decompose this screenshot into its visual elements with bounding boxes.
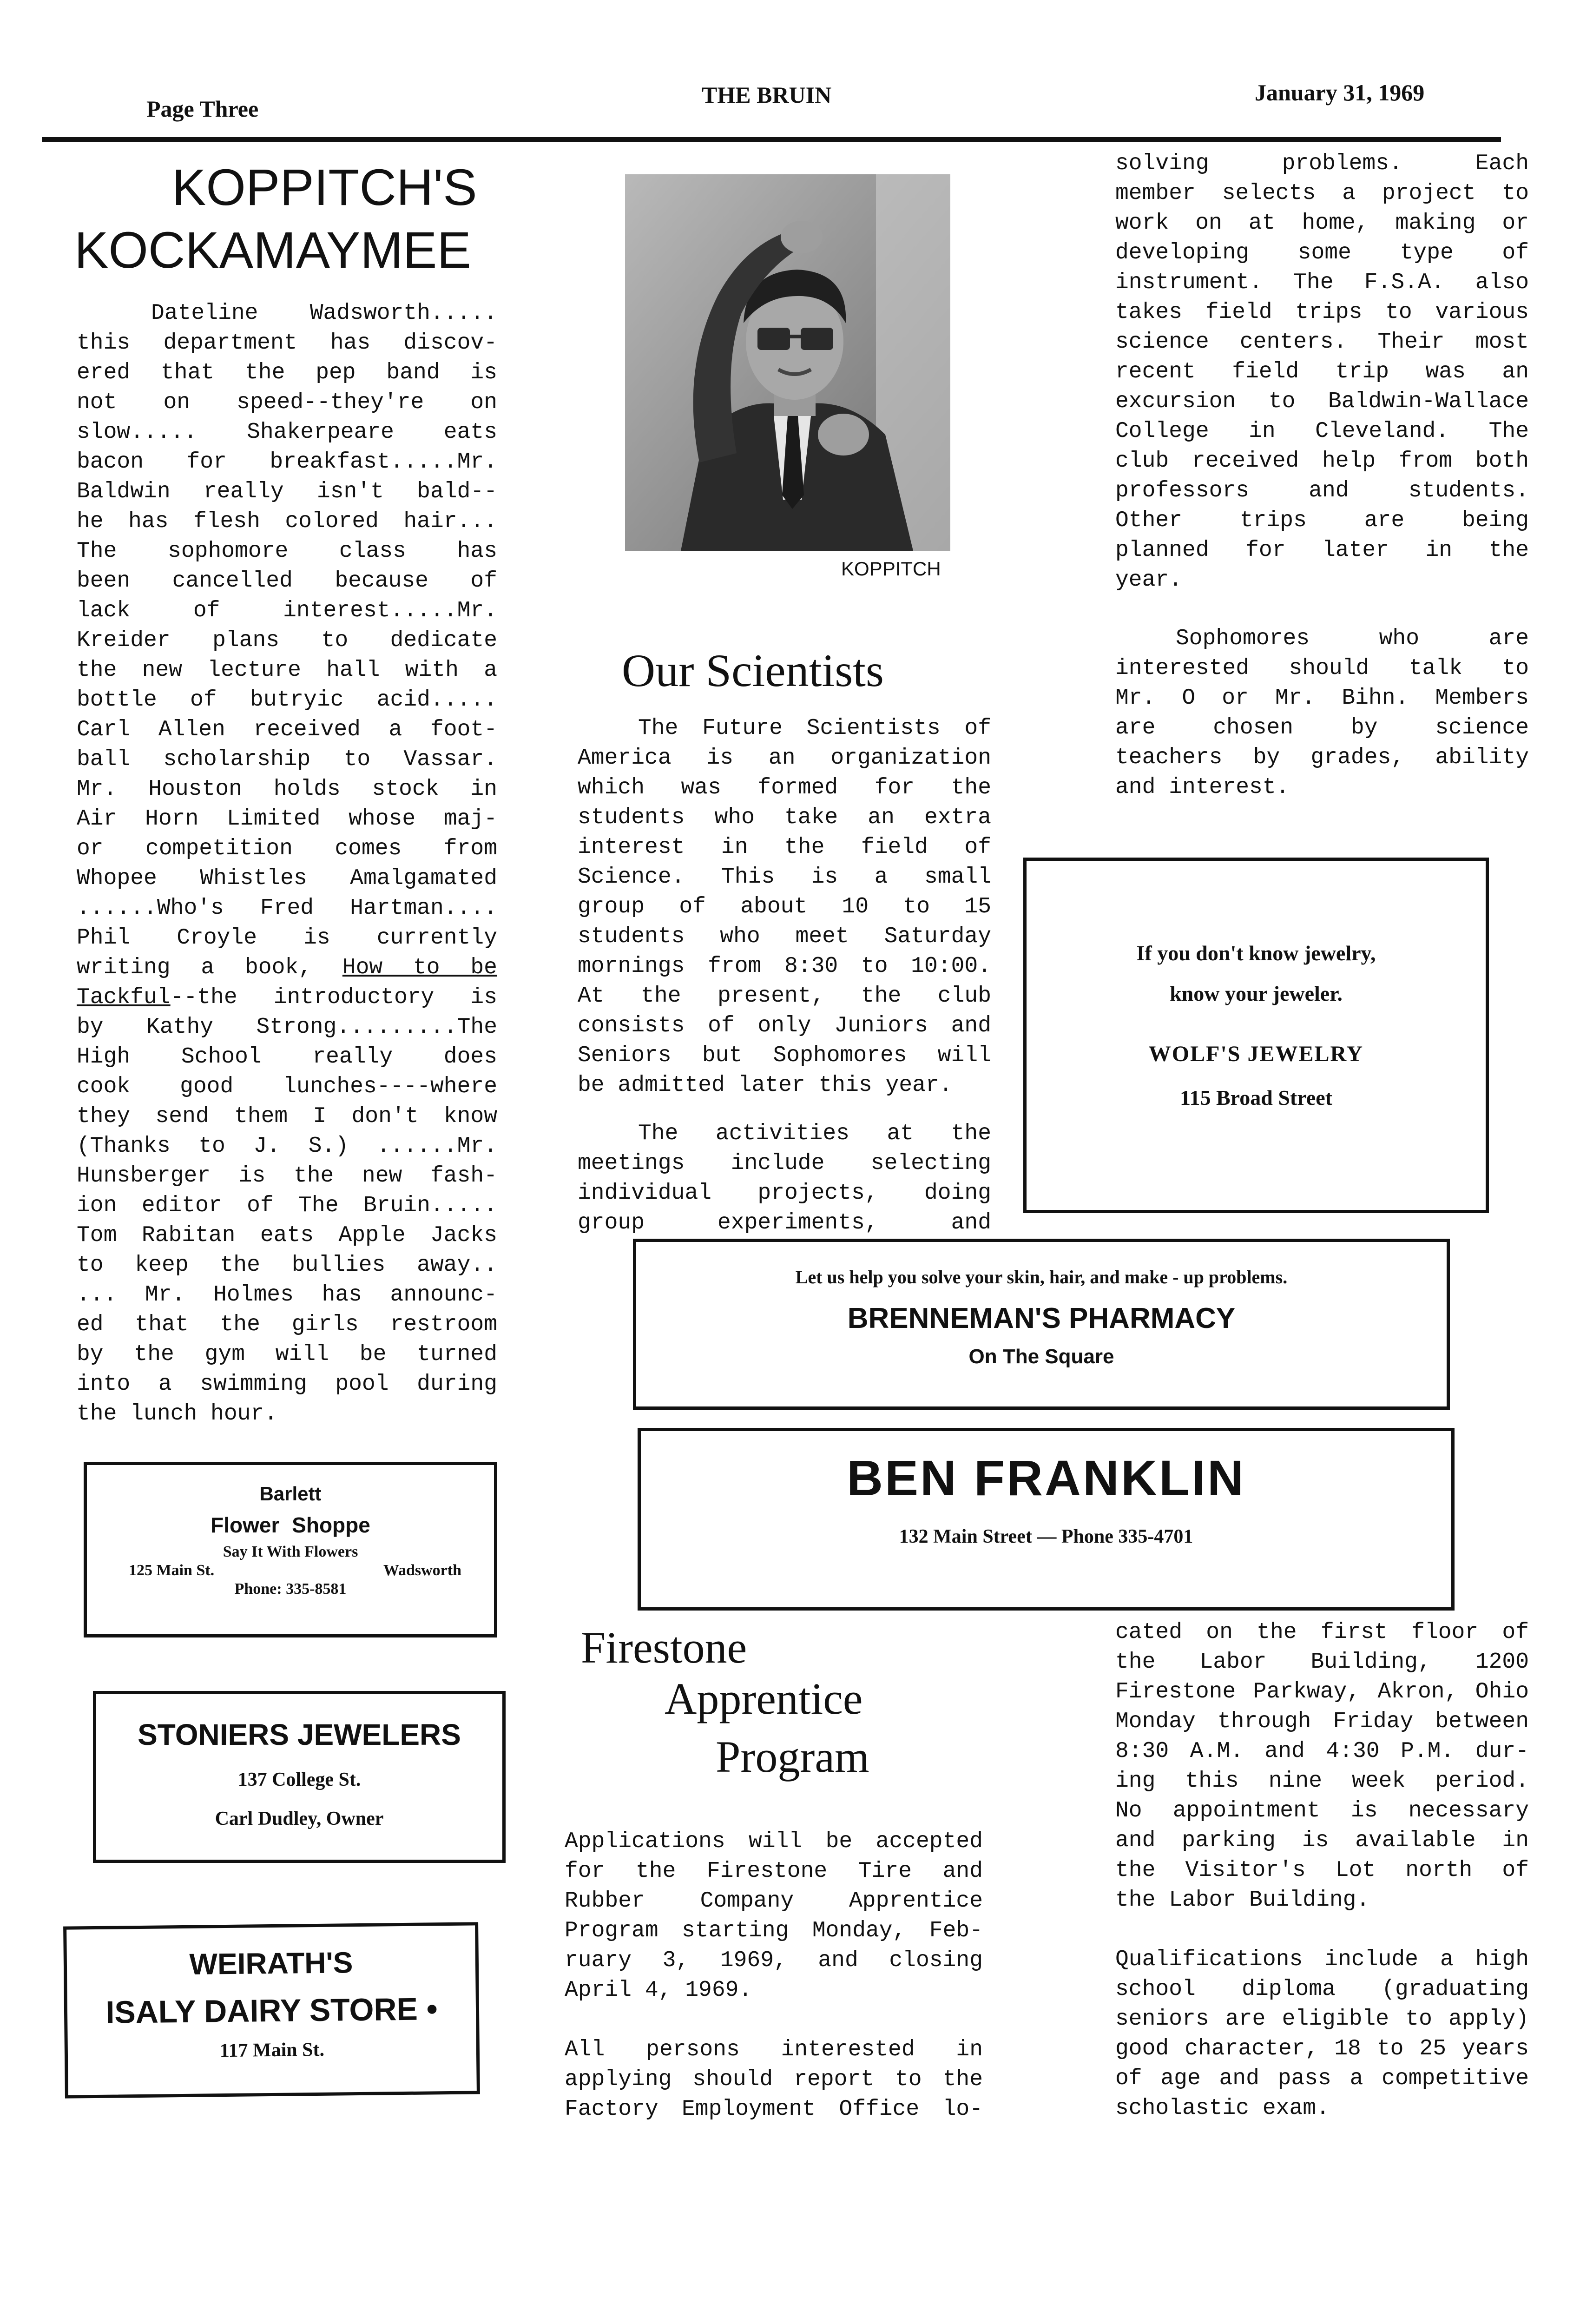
koppitch-line: Phil Croyle is currently — [77, 925, 497, 951]
koppitch-line: Dateline Wadsworth..... — [151, 301, 497, 326]
koppitch-photo — [625, 174, 950, 551]
firestone-line: All persons interested in — [565, 2037, 983, 2062]
koppitch-line: Air Horn Limited whose maj- — [77, 806, 497, 832]
firestone-line: Firestone Parkway, Akron, Ohio — [1115, 1679, 1529, 1704]
koppitch-line: ered that the pep band is — [77, 360, 497, 385]
scientists-line: The Future Scientists of — [638, 716, 991, 741]
scientists-line: year. — [1115, 568, 1183, 593]
scientists-line: club received help from both — [1115, 449, 1529, 474]
book-title: How to be — [342, 955, 497, 980]
koppitch-line: --the introductory is — [170, 985, 497, 1010]
firestone-line: for the Firestone Tire and — [565, 1859, 983, 1884]
scientists-line: takes field trips to various — [1115, 300, 1529, 325]
ben-franklin-name: BEN FRANKLIN — [847, 1450, 1245, 1506]
koppitch-book-line-2 — [77, 983, 497, 1012]
scientists-line: science centers. Their most — [1115, 330, 1529, 355]
koppitch-line: or competition comes from — [77, 836, 497, 861]
koppitch-line: writing a book, — [77, 955, 312, 980]
scientists-line: students who meet Saturday — [578, 924, 991, 949]
firestone-headline-line3: Program — [716, 1732, 869, 1782]
koppitch-headline-line1: KOPPITCH'S — [172, 159, 477, 216]
koppitch-line: Whopee Whistles Amalgamated — [77, 866, 497, 891]
scientists-line: Science. This is a small — [578, 865, 991, 890]
scientists-line: and interest. — [1115, 775, 1290, 800]
firestone-line: Program starting Monday, Feb- — [565, 1918, 983, 1943]
koppitch-line: ball scholarship to Vassar. — [77, 747, 497, 772]
koppitch-line: he has flesh colored hair... — [77, 509, 497, 534]
firestone-line: Qualifications include a high — [1115, 1947, 1529, 1972]
firestone-column — [565, 1827, 983, 2124]
scientists-line: individual projects, doing — [578, 1181, 991, 1206]
koppitch-line: into a swimming pool during — [77, 1372, 497, 1397]
firestone-line: of age and pass a competitive — [1115, 2066, 1529, 2091]
firestone-headline-line2: Apprentice — [665, 1674, 863, 1723]
scientists-line: professors and students. — [1115, 478, 1529, 503]
koppitch-line: bacon for breakfast.....Mr. — [77, 449, 497, 475]
firestone-line: Monday through Friday between — [1115, 1709, 1529, 1734]
koppitch-line: (Thanks to J. S.) ......Mr. — [77, 1134, 497, 1159]
firestone-line: seniors are eligible to apply) — [1115, 2007, 1529, 2032]
scientists-line: work on at home, making or — [1115, 211, 1529, 236]
stoniers-name: STONIERS JEWELERS — [138, 1718, 461, 1751]
koppitch-line: by the gym will be turned — [77, 1342, 497, 1367]
koppitch-column — [77, 298, 497, 1429]
wolfs-name: WOLF'S JEWELRY — [1148, 1042, 1364, 1066]
scientists-para2 — [578, 1119, 991, 1238]
stoniers-address: 137 College St. — [237, 1769, 361, 1790]
scientists-line: developing some type of — [1115, 240, 1529, 265]
firestone-line: ruary 3, 1969, and closing — [565, 1948, 983, 1973]
brennemans-pharmacy-ad — [633, 1239, 1450, 1410]
weirath-line1: WEIRATH'S — [189, 1946, 353, 1981]
scientists-cont-para2 — [1115, 624, 1529, 802]
firestone-line: applying should report to the — [565, 2067, 983, 2092]
scientists-line: instrument. The F.S.A. also — [1115, 270, 1529, 295]
scientists-line: Sophomores who are — [1176, 626, 1529, 651]
scientists-cont-para1 — [1115, 149, 1529, 595]
firestone-line: the Visitor's Lot north of — [1115, 1858, 1529, 1883]
barlett-flower-shoppe-ad — [84, 1462, 497, 1637]
koppitch-line: ion editor of The Bruin..... — [77, 1193, 497, 1218]
scientists-para1 — [578, 713, 991, 1100]
koppitch-line: Kreider plans to dedicate — [77, 628, 497, 653]
koppitch-line: by Kathy Strong.........The — [77, 1015, 497, 1040]
koppitch-line: the new lecture hall with a — [77, 658, 497, 683]
firestone-line: and parking is available in — [1115, 1828, 1529, 1853]
firestone-line: good character, 18 to 25 years — [1115, 2036, 1529, 2061]
koppitch-line: been cancelled because of — [77, 568, 497, 594]
koppitch-line: Mr. Houston holds stock in — [77, 777, 497, 802]
scientists-line: At the present, the club — [578, 984, 991, 1009]
scientists-line: interested should talk to — [1115, 656, 1529, 681]
firestone-line: school diploma (graduating — [1115, 1977, 1529, 2002]
scientists-line: member selects a project to — [1115, 181, 1529, 206]
firestone-line: ing this nine week period. — [1115, 1769, 1529, 1794]
scientists-line: consists of only Juniors and — [578, 1013, 991, 1038]
koppitch-line: Carl Allen received a foot- — [77, 717, 497, 742]
scientists-headline: Our Scientists — [622, 645, 884, 696]
firestone-line: 8:30 A.M. and 4:30 P.M. dur- — [1115, 1739, 1529, 1764]
weirath-line2: ISALY DAIRY STORE — [105, 1991, 418, 2030]
firestone-para2 — [565, 2035, 983, 2124]
scientists-line: mornings from 8:30 to 10:00. — [578, 954, 991, 979]
portrait-illustration — [625, 174, 950, 551]
stoniers-jewelers-ad — [93, 1691, 506, 1863]
barlett-address-row — [87, 1562, 494, 1579]
scientists-column — [578, 713, 991, 1238]
bullet-icon: • — [426, 1991, 438, 2027]
wolfs-address: 115 Broad Street — [1180, 1086, 1332, 1109]
brenneman-location: On The Square — [968, 1345, 1114, 1368]
koppitch-line: this department has discov- — [77, 330, 497, 356]
firestone-line: scholastic exam. — [1115, 2096, 1330, 2121]
scientists-line: students who take an extra — [578, 805, 991, 830]
koppitch-line: Tom Rabitan eats Apple Jacks — [77, 1223, 497, 1248]
koppitch-line: Baldwin really isn't bald-- — [77, 479, 497, 504]
scientists-line: America is an organization — [578, 746, 991, 771]
issue-date: January 31, 1969 — [1255, 79, 1425, 106]
masthead-rule — [42, 137, 1501, 142]
barlett-line2: Flower Shoppe — [211, 1513, 370, 1537]
scientists-line: interest in the field of — [578, 835, 991, 860]
firestone-line: No appointment is necessary — [1115, 1798, 1529, 1823]
scientists-line: teachers by grades, ability — [1115, 745, 1529, 770]
firestone-para1 — [565, 1827, 983, 2005]
firestone-line: the Labor Building, 1200 — [1115, 1650, 1529, 1675]
firestone-line: Applications will be accepted — [565, 1829, 983, 1854]
koppitch-line: Hunsberger is the new fash- — [77, 1163, 497, 1188]
barlett-slogan: Say It With Flowers — [223, 1543, 358, 1560]
wolfs-jewelry-ad — [1023, 858, 1489, 1213]
firestone-line: the Labor Building. — [1115, 1888, 1370, 1913]
barlett-line1: Barlett — [259, 1483, 322, 1505]
scientists-line: recent field trip was an — [1115, 359, 1529, 384]
firestone-headline-line1: Firestone — [581, 1623, 747, 1672]
koppitch-line: to keep the bullies away.. — [77, 1253, 497, 1278]
scientists-line: solving problems. Each — [1115, 151, 1529, 176]
firestone-cont-para1 — [1115, 1618, 1529, 1915]
ben-franklin-address: 132 Main Street — Phone 335-4701 — [899, 1526, 1193, 1547]
firestone-line: cated on the first floor of — [1115, 1620, 1529, 1645]
scientists-line: College in Cleveland. The — [1115, 419, 1529, 444]
koppitch-book-line — [77, 953, 497, 983]
koppitch-line: not on speed--they're on — [77, 390, 497, 415]
firestone-line: Factory Employment Office lo- — [565, 2097, 983, 2122]
paper-name: THE BRUIN — [702, 82, 832, 108]
wolfs-line2: know your jeweler. — [1170, 982, 1343, 1005]
scientists-line: which was formed for the — [578, 775, 991, 800]
scientists-line: The activities at the — [638, 1121, 991, 1146]
book-title-cont: Tackful — [77, 985, 171, 1010]
ben-franklin-ad — [638, 1428, 1455, 1611]
koppitch-headline-line2: KOCKAMAYMEE — [74, 222, 471, 279]
barlett-phone: Phone: 335-8581 — [234, 1580, 347, 1598]
scientists-line: Other trips are being — [1115, 508, 1529, 533]
koppitch-line: The sophomore class has — [77, 539, 497, 564]
scientists-line: group experiments, and — [578, 1210, 991, 1235]
photo-caption: KOPPITCH — [841, 558, 941, 580]
scientists-line: be admitted later this year. — [578, 1073, 953, 1098]
scientists-continued-column — [1115, 149, 1529, 802]
koppitch-line: ......Who's Fred Hartman.... — [77, 896, 497, 921]
scientists-line: meetings include selecting — [578, 1151, 991, 1176]
barlett-address: 125 Main St. — [129, 1562, 215, 1579]
koppitch-line: slow..... Shakerpeare eats — [77, 420, 497, 445]
koppitch-line: High School really does — [77, 1044, 497, 1070]
page-label: Page Three — [146, 96, 259, 122]
scientists-line: are chosen by science — [1115, 715, 1529, 740]
brenneman-name: BRENNEMAN'S PHARMACY — [847, 1302, 1236, 1334]
scientists-line: planned for later in the — [1115, 538, 1529, 563]
barlett-city: Wadsworth — [383, 1562, 461, 1579]
firestone-cont-para2 — [1115, 1945, 1529, 2123]
weiraths-isaly-dairy-ad — [63, 1922, 480, 2098]
koppitch-line: bottle of butryic acid..... — [77, 687, 497, 713]
scientists-line: Mr. O or Mr. Bihn. Members — [1115, 686, 1529, 711]
firestone-line: April 4, 1969. — [565, 1978, 752, 2003]
firestone-continued-column — [1115, 1618, 1529, 2123]
firestone-line: Rubber Company Apprentice — [565, 1888, 983, 1914]
weirath-line2-row — [67, 1990, 476, 2031]
stoniers-owner: Carl Dudley, Owner — [215, 1808, 384, 1829]
koppitch-line: ... Mr. Holmes has announc- — [77, 1282, 497, 1307]
koppitch-line: the lunch hour. — [77, 1401, 278, 1426]
koppitch-line: lack of interest.....Mr. — [77, 598, 497, 623]
brenneman-tagline: Let us help you solve your skin, hair, and make - up problems. — [795, 1267, 1288, 1287]
scientists-line: Seniors but Sophomores will — [578, 1043, 991, 1068]
koppitch-line: cook good lunches----where — [77, 1074, 497, 1099]
scientists-line: excursion to Baldwin-Wallace — [1115, 389, 1529, 414]
scientists-line: group of about 10 to 15 — [578, 894, 991, 919]
weirath-address: 117 Main St. — [219, 2039, 325, 2062]
koppitch-line: they send them I don't know — [77, 1104, 497, 1129]
wolfs-line1: If you don't know jewelry, — [1136, 941, 1376, 965]
koppitch-line: ed that the girls restroom — [77, 1312, 497, 1337]
